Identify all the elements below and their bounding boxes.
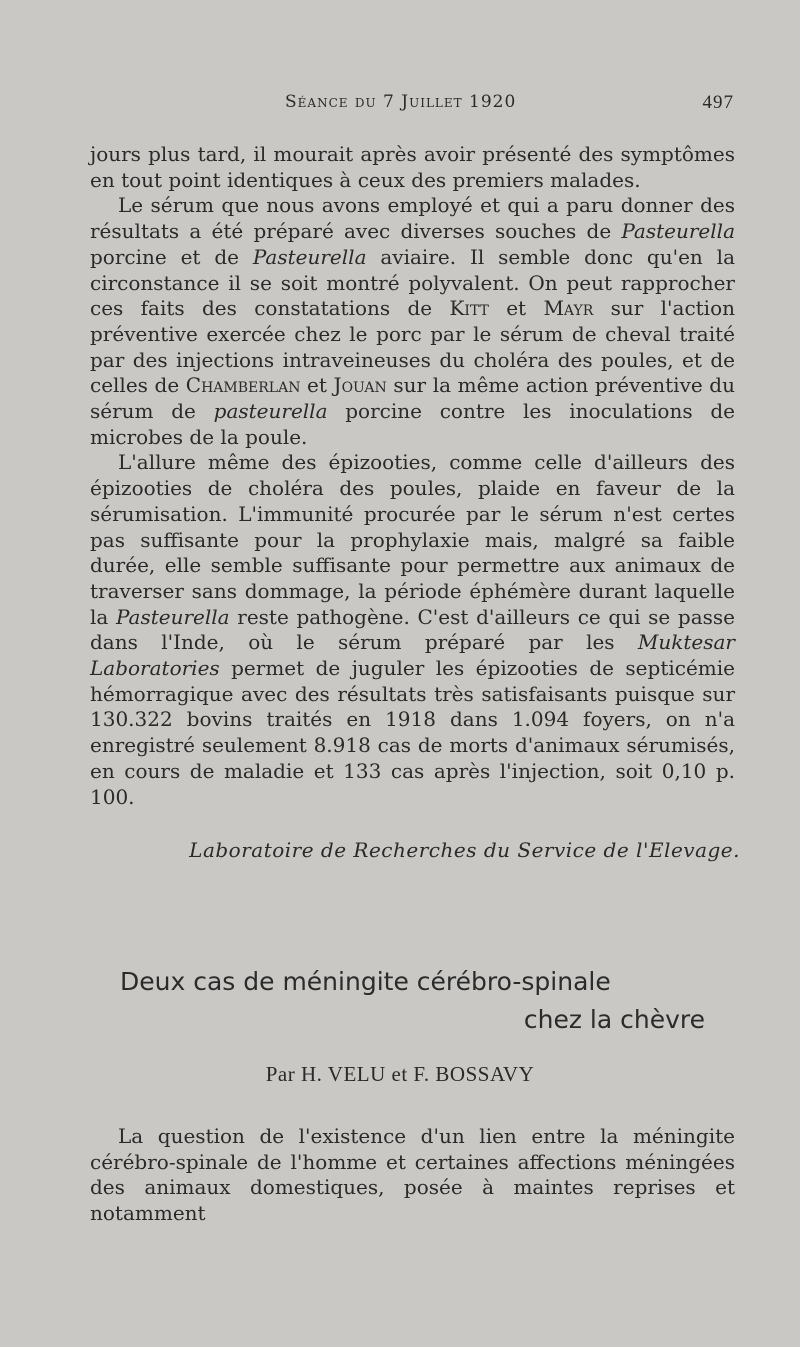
paragraph: La question de l'existence d'un lien entre la méningite cérébro-spinale de l'homme et certaines affections méningées des animaux domestiques, posée à maintes reprises et notamment <box>90 1124 735 1226</box>
article-authors: Par H. VELU et F. BOSSAVY <box>265 1062 535 1086</box>
author-name: Kitt <box>449 296 489 321</box>
paragraph: Le sérum que nous avons employé et qui a paru donner des résultats a été préparé avec diverses souches de Pasteurella porcine et de Pasteurella aviaire. Il semble donc qu'en la circonstance il se soit montré polyvalent. On peut rapprocher ces faits des constatations de Kitt et Mayr sur l'action préventive exercée chez le porc par le sérum de cheval traité par des injections intraveineuses du choléra des poules, et de celles de Chamberlan et Jouan sur la même action préventive du sérum de pasteurella porcine contre les inoculations de microbes de la poule. <box>90 193 735 449</box>
paragraph: L'allure même des épizooties, comme celle d'ailleurs des épizooties de choléra des poules, plaide en faveur de la sérumisation. L'immunité procurée par le sérum n'est certes pas suffisante pour la prophylaxie mais, malgré sa faible durée, elle semble suffisante pour permettre aux animaux de traverser sans dommage, la période éphémère durant laquelle la Pasteurella reste pathogène. C'est d'ailleurs ce qui se passe dans l'Inde, où le sérum préparé par les Muktesar Laboratories permet de juguler les épizooties de septicémie hémorragique avec des résultats très satisfaisants puisque sur 130.322 bovins traités en 1918 dans 1.094 foyers, on n'a enregistré seulement 8.918 cas de morts d'animaux sérumisés, en cours de maladie et 133 cas après l'injection, soit 0,10 p. 100. <box>90 450 735 809</box>
author-name: Jouan <box>333 373 387 398</box>
article-title <box>120 963 710 1039</box>
author-name: Mayr <box>543 296 594 321</box>
page-number: 497 <box>702 92 734 113</box>
title-line: Deux cas de méningite cérébro-spinale <box>120 967 611 996</box>
title-line: chez la chèvre <box>523 1005 705 1034</box>
paragraph: jours plus tard, il mourait après avoir présenté des symptômes en tout point identiques à ceux des premiers malades. <box>90 142 735 192</box>
body-text <box>90 142 735 810</box>
author-name: Chamberlan <box>185 373 301 398</box>
running-title: Séance du 7 Juillet 1920 <box>285 92 517 112</box>
article-intro <box>90 1124 735 1227</box>
running-header <box>0 92 800 116</box>
affiliation-signature: Laboratoire de Recherches du Service de l'Elevage. <box>189 838 740 862</box>
